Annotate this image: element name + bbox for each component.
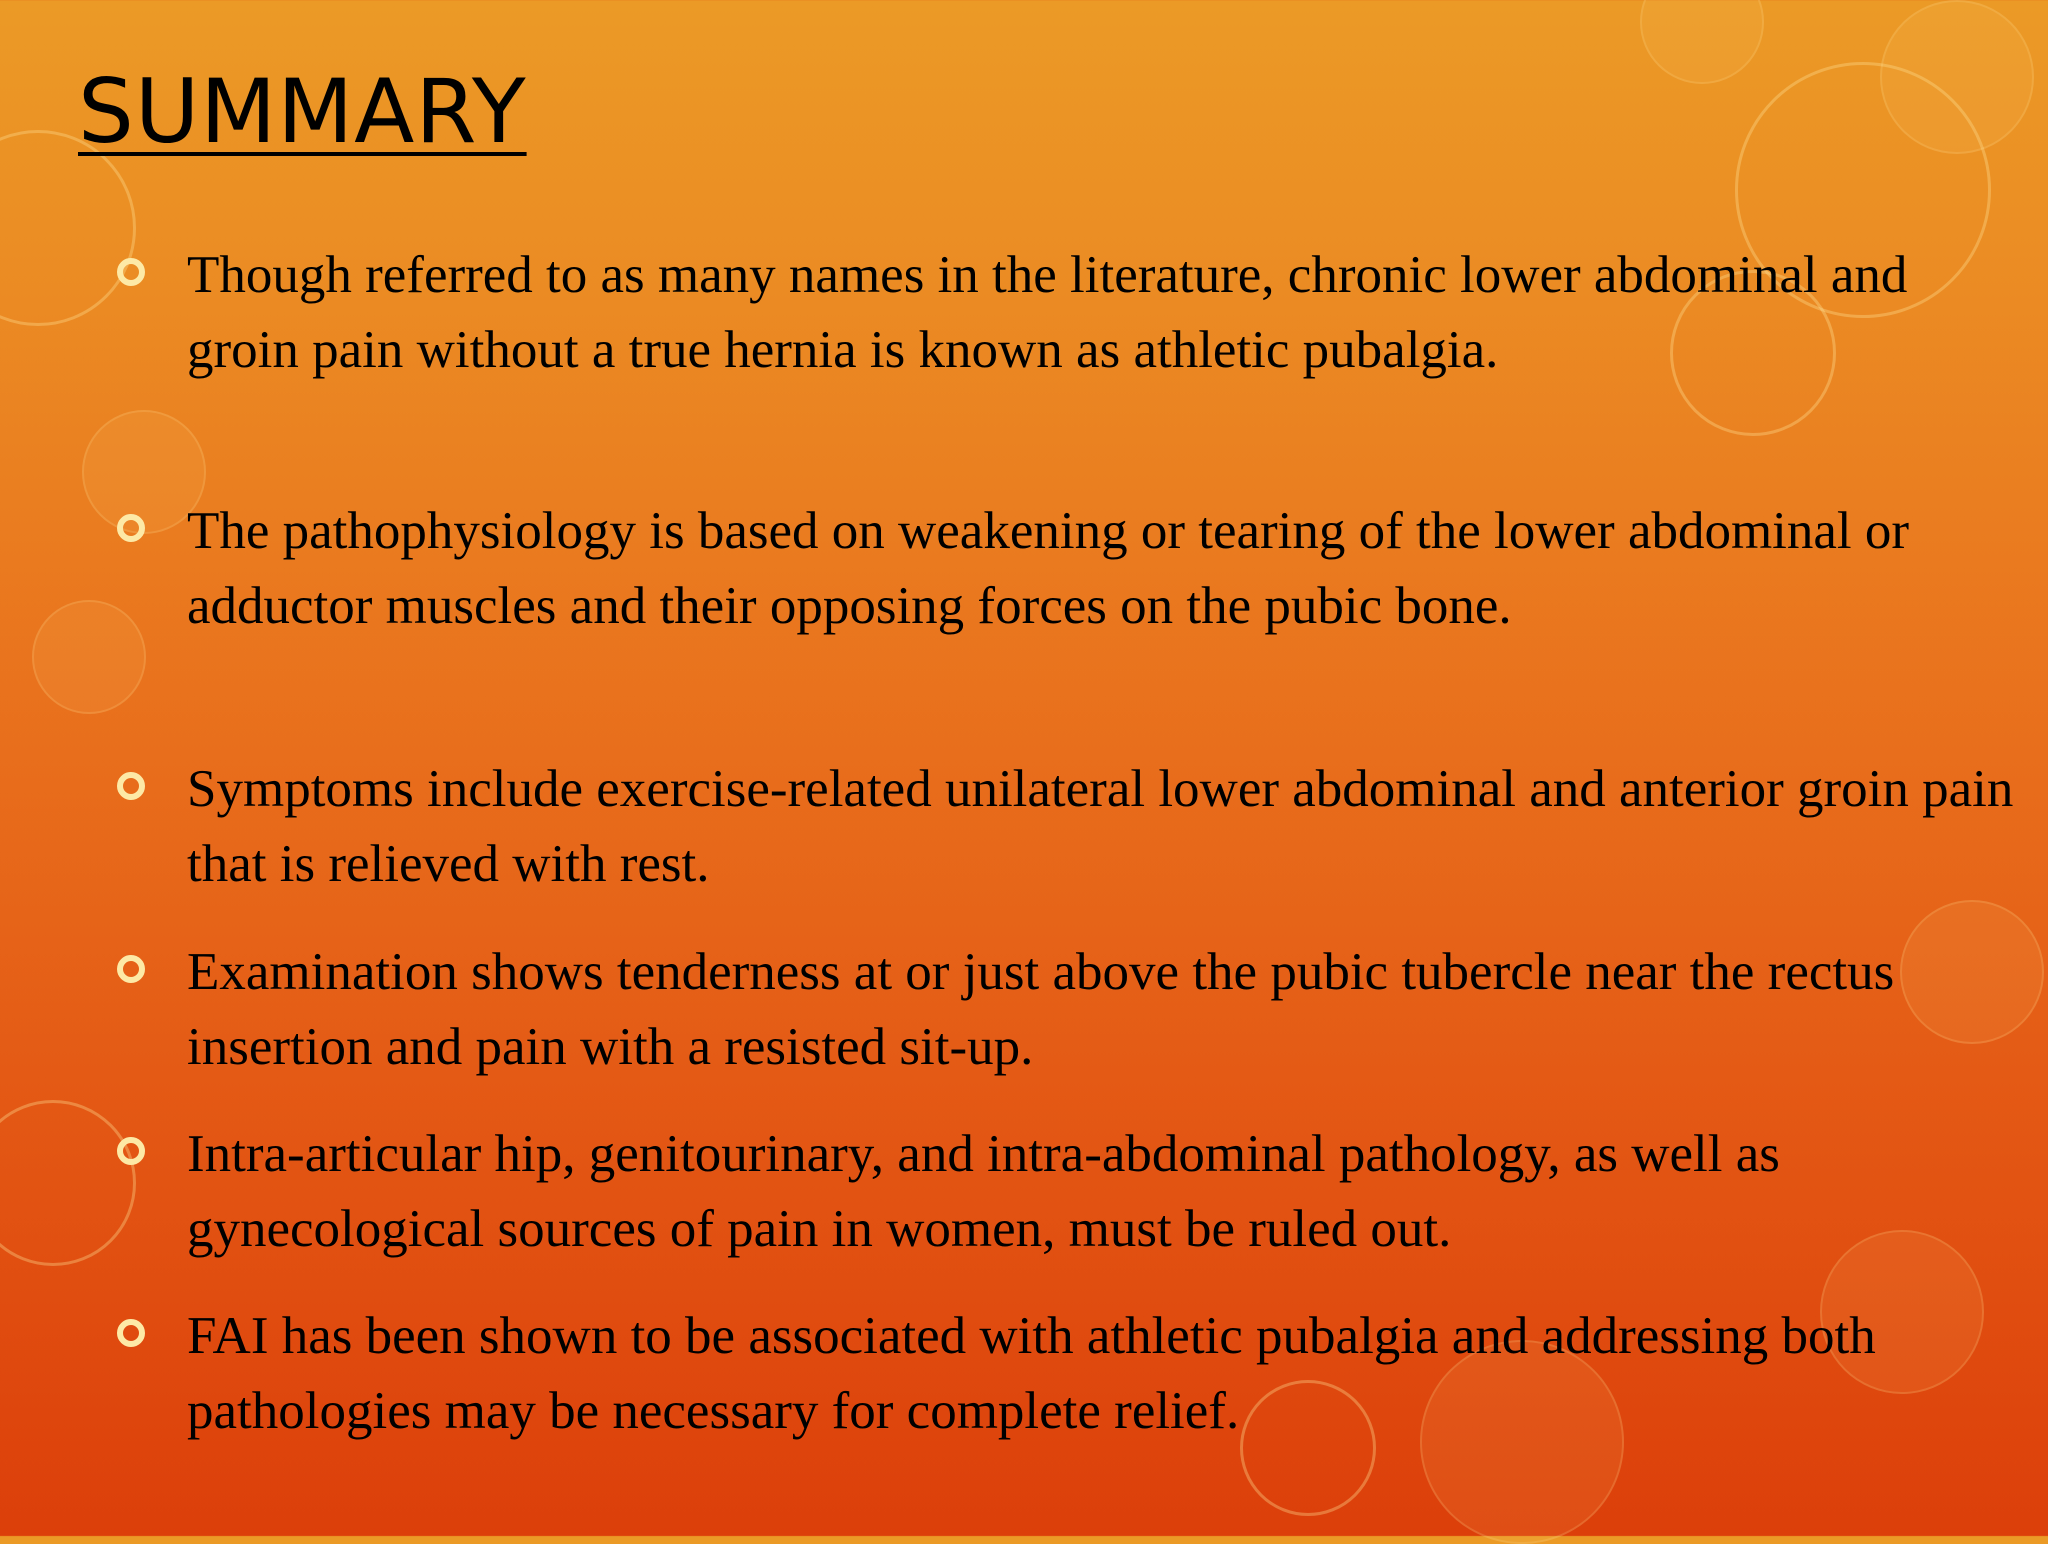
hollow-circle-bullet-icon [117, 1319, 145, 1347]
bullet-item [187, 494, 2027, 644]
slide-title: SUMMARY [78, 60, 527, 163]
hollow-circle-bullet-icon [117, 772, 145, 800]
bullet-text: FAI has been shown to be associated with athletic pubalgia and addressing both pathologies may be necessary for complete relief. [187, 1307, 1876, 1440]
hollow-circle-bullet-icon [117, 1137, 145, 1165]
bullet-text: Examination shows tenderness at or just above the pubic tubercle near the rectus insertion and pain with a resisted sit-up. [187, 943, 1895, 1076]
bullet-item [187, 1117, 2027, 1267]
bullet-item [187, 752, 2027, 902]
hollow-circle-bullet-icon [117, 955, 145, 983]
bullet-text: Symptoms include exercise-related unilateral lower abdominal and anterior groin pain that is relieved with rest. [187, 760, 2014, 893]
bullet-text: The pathophysiology is based on weakening or tearing of the lower abdominal or adductor muscles and their opposing forces on the pubic bone. [187, 502, 1910, 635]
hollow-circle-bullet-icon [117, 514, 145, 542]
bullet-text: Though referred to as many names in the literature, chronic lower abdominal and groin pain without a true hernia is known as athletic pubalgia. [187, 246, 1908, 379]
hollow-circle-bullet-icon [117, 258, 145, 286]
bullet-text: Intra-articular hip, genitourinary, and intra-abdominal pathology, as well as gynecological sources of pain in women, must be ruled out. [187, 1125, 1780, 1258]
bullet-item [187, 238, 2027, 388]
bullet-item [187, 935, 2027, 1085]
bullet-item [187, 1299, 2027, 1449]
